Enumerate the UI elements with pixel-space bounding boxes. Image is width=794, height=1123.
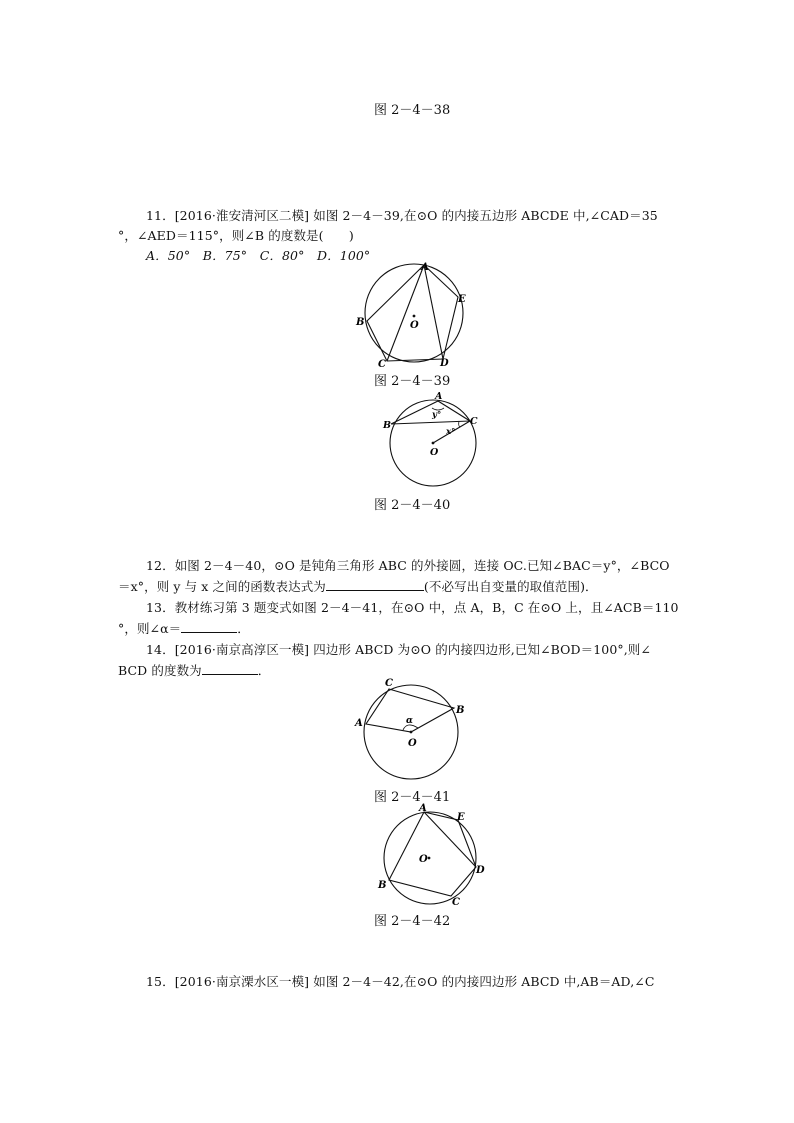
label-42-c: C: [452, 897, 460, 908]
figure-39-caption: 图 2－4－39: [374, 374, 451, 389]
q15-line1: 15．[2016·南京溧水区一模] 如图 2－4－42,在⊙O 的内接四边形 ABCD 中,AB＝AD,∠C: [146, 974, 655, 989]
q14-line2-tail: ．: [257, 663, 271, 678]
q12-line1: 12．如图 2－4－40，⊙O 是钝角三角形 ABC 的外接圆，连接 OC.已知∠BAC＝y°，∠BCO: [146, 558, 670, 573]
q11-options: A．50° B．75° C．80° D．100°: [146, 248, 371, 263]
q14-answer-blank[interactable]: [202, 662, 258, 675]
q14-line1: 14．[2016·南京高淳区一模] 四边形 ABCD 为⊙O 的内接四边形,已知∠BOD＝100°,则∠: [146, 642, 651, 657]
chord-ad: [424, 265, 443, 359]
q11-line1: 11．[2016·淮安清河区二模] 如图 2－4－39,在⊙O 的内接五边形 ABCDE 中,∠CAD＝35: [146, 208, 658, 223]
label-41-b: B: [456, 705, 465, 716]
figure-38-caption: 图 2－4－38: [374, 103, 451, 118]
label-40-x: x°: [446, 427, 456, 437]
q12-line2: [118, 577, 598, 595]
figure-40-caption: 图 2－4－40: [374, 498, 451, 513]
q11-line2: °，∠AED＝115°，则∠B 的度数是( ): [118, 228, 354, 243]
center-dot-42: [428, 857, 431, 860]
label-39-o: O: [410, 320, 419, 331]
chord-ad-42: [424, 812, 476, 867]
figure-41-caption: 图 2－4－41: [374, 790, 451, 805]
q13-line2-text: °，则∠α＝: [118, 621, 182, 636]
q13-answer-blank[interactable]: [181, 620, 237, 633]
chord-bc: [391, 421, 470, 424]
q12-line2-text: ＝x°，则 y 与 x 之间的函数表达式为: [118, 579, 326, 594]
chord-ac: [387, 265, 424, 361]
label-41-c: C: [385, 678, 393, 689]
label-39-e: E: [458, 294, 466, 305]
center-dot-41: [410, 731, 413, 734]
label-42-o: O: [419, 854, 428, 865]
figure-42-diagram: [372, 802, 492, 910]
q13-line2: [118, 619, 250, 637]
q13-line1: 13．教材练习第 3 题变式如图 2－4－41，在⊙O 中，点 A，B，C 在⊙O 上，且∠ACB＝110: [146, 600, 679, 615]
label-42-d: D: [476, 865, 485, 876]
label-40-o: O: [430, 447, 439, 458]
label-40-y: y°: [432, 410, 442, 420]
q12-line2-tail: (不必写出自变量的取值范围)．: [423, 579, 598, 594]
label-42-b: B: [378, 880, 387, 891]
label-40-b: B: [383, 420, 392, 431]
figure-41-diagram: [352, 676, 467, 786]
label-39-c: C: [378, 359, 386, 370]
label-39-a: A: [421, 262, 429, 273]
label-40-c: C: [470, 416, 478, 427]
pentagon-abcde: [367, 265, 458, 361]
label-41-a: A: [355, 718, 363, 729]
q12-answer-blank[interactable]: [326, 578, 424, 591]
pentagon-abcde-42: [389, 812, 476, 896]
q14-line2-text: BCD 的度数为: [118, 663, 202, 678]
label-41-alpha: α: [406, 716, 413, 726]
center-dot-40: [432, 442, 435, 445]
label-42-a: A: [419, 803, 427, 814]
figure-42-caption: 图 2－4－42: [374, 914, 451, 929]
chord-ac-40: [438, 401, 470, 421]
center-dot-39: [413, 315, 416, 318]
figure-40-diagram: [380, 390, 480, 495]
label-40-a: A: [435, 391, 443, 402]
figure-39-diagram: [350, 258, 480, 370]
label-39-b: B: [356, 317, 365, 328]
label-42-e: E: [457, 812, 465, 823]
label-39-d: D: [440, 358, 449, 369]
q13-line2-tail: ．: [237, 621, 250, 636]
q14-line2: [118, 661, 270, 679]
label-41-o: O: [408, 738, 417, 749]
